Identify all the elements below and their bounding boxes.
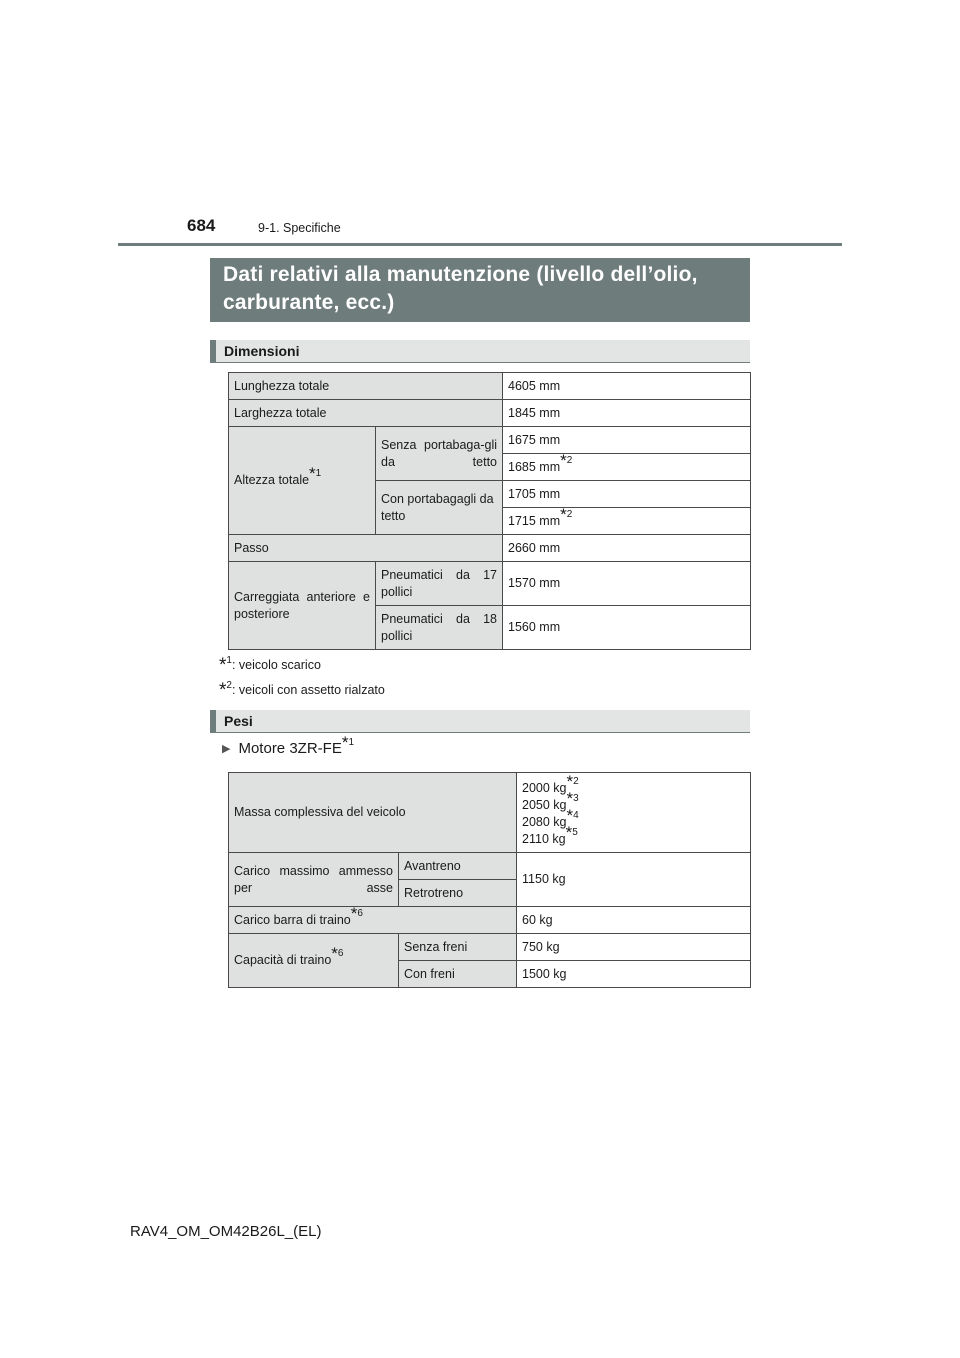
tow-bar-value: 60 kg (517, 907, 751, 934)
table-row (229, 907, 751, 934)
page-title (210, 258, 750, 322)
gross-mass-value: 2110 $kg^{*5}$ (522, 822, 578, 846)
total-length-value: 4605 mm (503, 373, 751, 400)
footer-code: RAV4_OM_OM42B26L_(EL) (130, 1223, 322, 1240)
towing-label: Capacità di traino$^{*6}$ (229, 934, 399, 988)
weights-heading (210, 710, 750, 733)
weights-table (228, 772, 751, 988)
gross-mass-value: 2050 $kg^{*3}$ (522, 788, 579, 812)
track-label: Carreggiata anteriore e posteriore (229, 562, 376, 650)
axle-front-label: Avantreno (399, 853, 517, 880)
triangle-bullet-icon: ▶ (222, 743, 231, 755)
without-rack-value1: 1675 mm (503, 427, 751, 454)
header-rule (118, 243, 842, 246)
table-row (229, 562, 751, 606)
dimensions-table (228, 372, 751, 650)
unbraked-label: Senza freni (399, 934, 517, 961)
table-row (229, 773, 751, 853)
page-title-line1: Dati relativi alla manutenzione (livello dell’olio, (223, 263, 698, 286)
table-row (229, 400, 751, 427)
table-row (229, 853, 751, 880)
axle-load-value: 1150 kg (517, 853, 751, 907)
dimensions-heading (210, 340, 750, 363)
tyre18-value: 1560 mm (503, 606, 751, 650)
without-rack-label: Senza portabaga-gli da tetto (376, 427, 503, 481)
gross-mass-values (517, 773, 751, 853)
dimensions-heading-text: Dimensioni (224, 343, 300, 359)
braked-value: 1500 kg (517, 961, 751, 988)
with-rack-value2: 1715 $mm^{*2}$ (503, 508, 751, 535)
total-length-label: Lunghezza totale (229, 373, 503, 400)
page-number: 684 (187, 216, 216, 235)
total-height-label: Altezza totale$^{*1}$ (229, 427, 376, 535)
table-row (229, 535, 751, 562)
tyre17-value: 1570 mm (503, 562, 751, 606)
with-rack-value1: 1705 mm (503, 481, 751, 508)
total-width-value: 1845 mm (503, 400, 751, 427)
section-label: 9-1. Specifiche (258, 221, 341, 235)
braked-label: Con freni (399, 961, 517, 988)
footnote-1: *$^1$: veicolo scarico (219, 655, 321, 676)
gross-mass-label: Massa complessiva del veicolo (229, 773, 517, 853)
table-row (229, 427, 751, 454)
tow-bar-label: Carico barra di traino$^{*6}$ (229, 907, 517, 934)
table-row (229, 934, 751, 961)
tyre17-label: Pneumatici da 17 pollici (376, 562, 503, 606)
unbraked-value: 750 kg (517, 934, 751, 961)
wheelbase-value: 2660 mm (503, 535, 751, 562)
axle-load-label: Carico massimo ammesso per asse (229, 853, 399, 907)
weights-heading-text: Pesi (224, 713, 253, 729)
without-rack-value2: 1685 $mm^{*2}$ (503, 454, 751, 481)
with-rack-label: Con portabagagli da tetto (376, 481, 503, 535)
total-width-label: Larghezza totale (229, 400, 503, 427)
table-row (229, 373, 751, 400)
tyre18-label: Pneumatici da 18 pollici (376, 606, 503, 650)
wheelbase-label: Passo (229, 535, 503, 562)
engine-label: ▶ Motore 3ZR-FE$^{*1}$ (222, 733, 355, 757)
gross-mass-value: 2000 $kg^{*2}$ (522, 772, 579, 795)
page-title-line2: carburante, ecc.) (223, 291, 395, 314)
axle-rear-label: Retrotreno (399, 880, 517, 907)
footnote-2: *$^2$: veicoli con assetto rialzato (219, 680, 385, 701)
gross-mass-value: 2080 $kg^{*4}$ (522, 805, 579, 829)
